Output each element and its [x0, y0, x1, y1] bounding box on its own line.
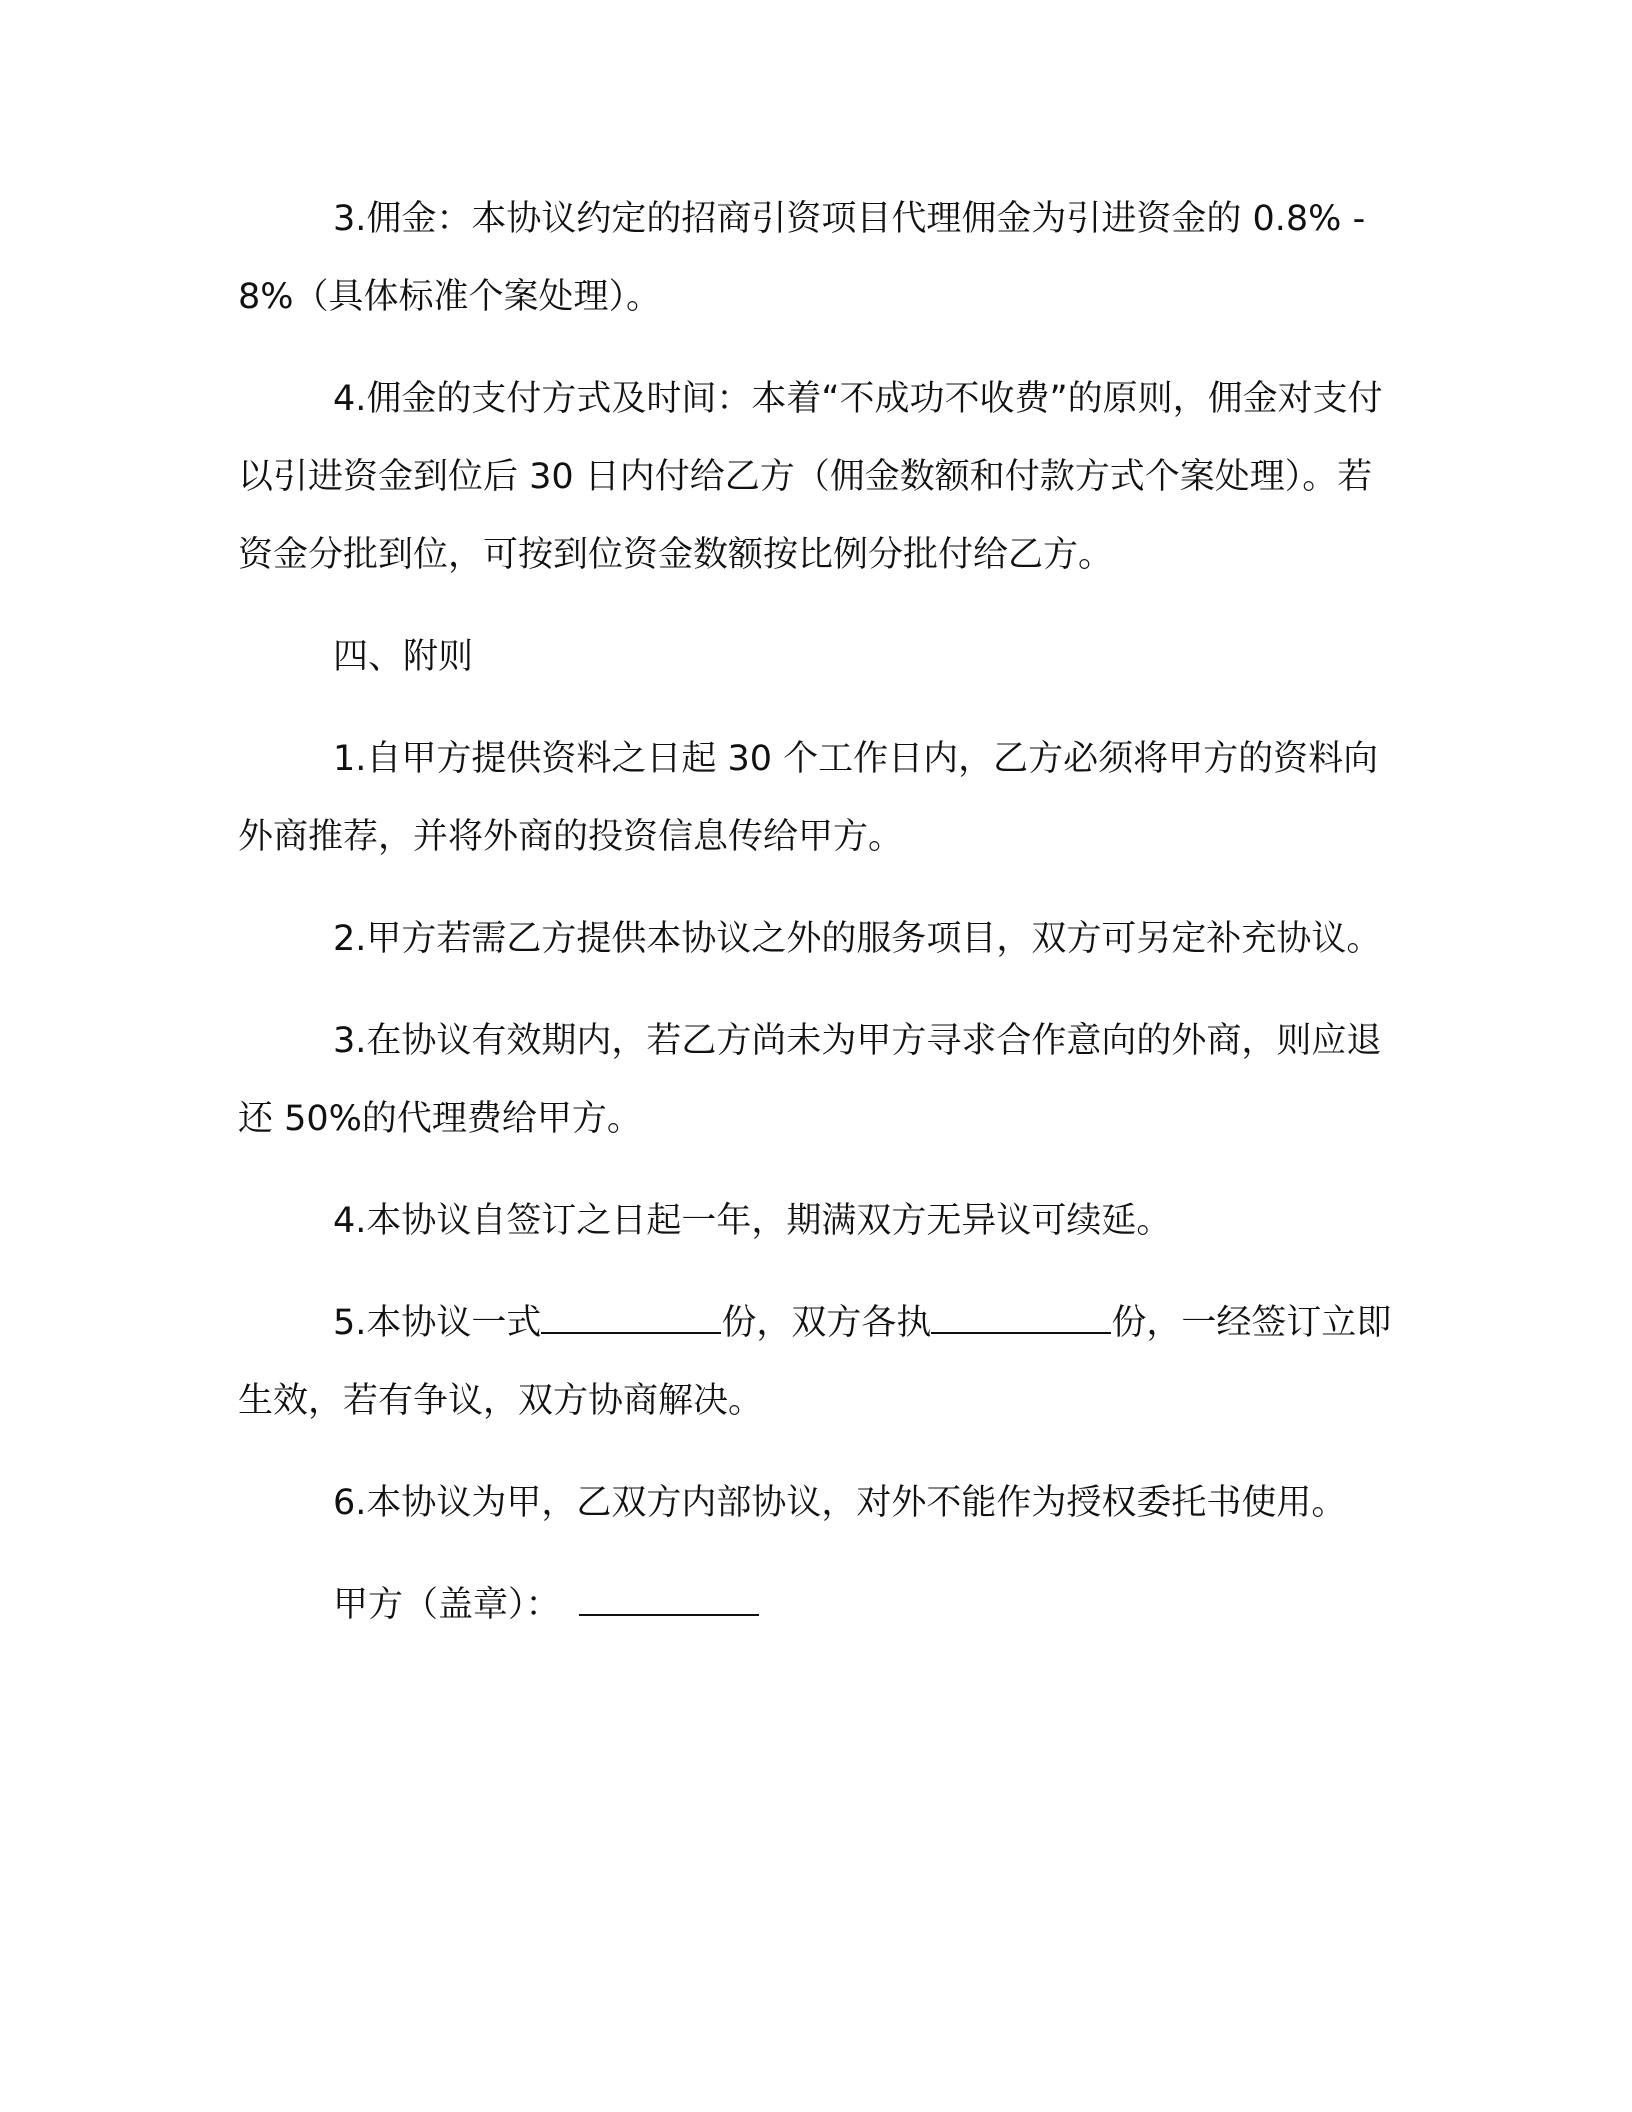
appendix-item-2: 2.甲方若需乙方提供本协议之外的服务项目，双方可另定补充协议。 [333, 919, 1382, 959]
appendix-item-5-part2: 份，双方各执 [721, 1303, 932, 1343]
section-heading-appendix: 四、附则 [333, 637, 474, 677]
paragraph-payment-method: 4.佣金的支付方式及时间：本着“不成功不收费”的原则，佣金对支付以引进资金到位后 30 日内付给乙方（佣金数额和付款方式个案处理）。若资金分批到位，可按到位资金数额按比例分批付给乙方。 [238, 379, 1383, 575]
signature-line [238, 1566, 1398, 1644]
paragraph-commission: 3.佣金：本协议约定的招商引资项目代理佣金为引进资金的 0.8% -8%（具体标准个案处理）。 [238, 199, 1366, 317]
document-body [238, 180, 1398, 1668]
copies-blank-field[interactable] [541, 1302, 721, 1334]
appendix-item-5-part3: 份，一经签订立即生效，若有争议，双方协商解决。 [238, 1303, 1392, 1421]
appendix-item-1: 1.自甲方提供资料之日起 30 个工作日内，乙方必须将甲方的资料向外商推荐，并将外商的投资信息传给甲方。 [238, 739, 1379, 857]
copies-each-blank-field[interactable] [931, 1302, 1111, 1334]
appendix-item-6: 6.本协议为甲，乙双方内部协议，对外不能作为授权委托书使用。 [333, 1483, 1347, 1523]
signature-label: 甲方（盖章）： [333, 1585, 561, 1625]
signature-blank-field[interactable] [579, 1584, 759, 1616]
appendix-item-5 [238, 1284, 1398, 1440]
appendix-item-5-part1: 5.本协议一式 [333, 1303, 542, 1343]
appendix-item-4: 4.本协议自签订之日起一年，期满双方无异议可续延。 [333, 1201, 1172, 1241]
appendix-item-3: 3.在协议有效期内，若乙方尚未为甲方寻求合作意向的外商，则应退还 50%的代理费给甲方。 [238, 1021, 1382, 1139]
